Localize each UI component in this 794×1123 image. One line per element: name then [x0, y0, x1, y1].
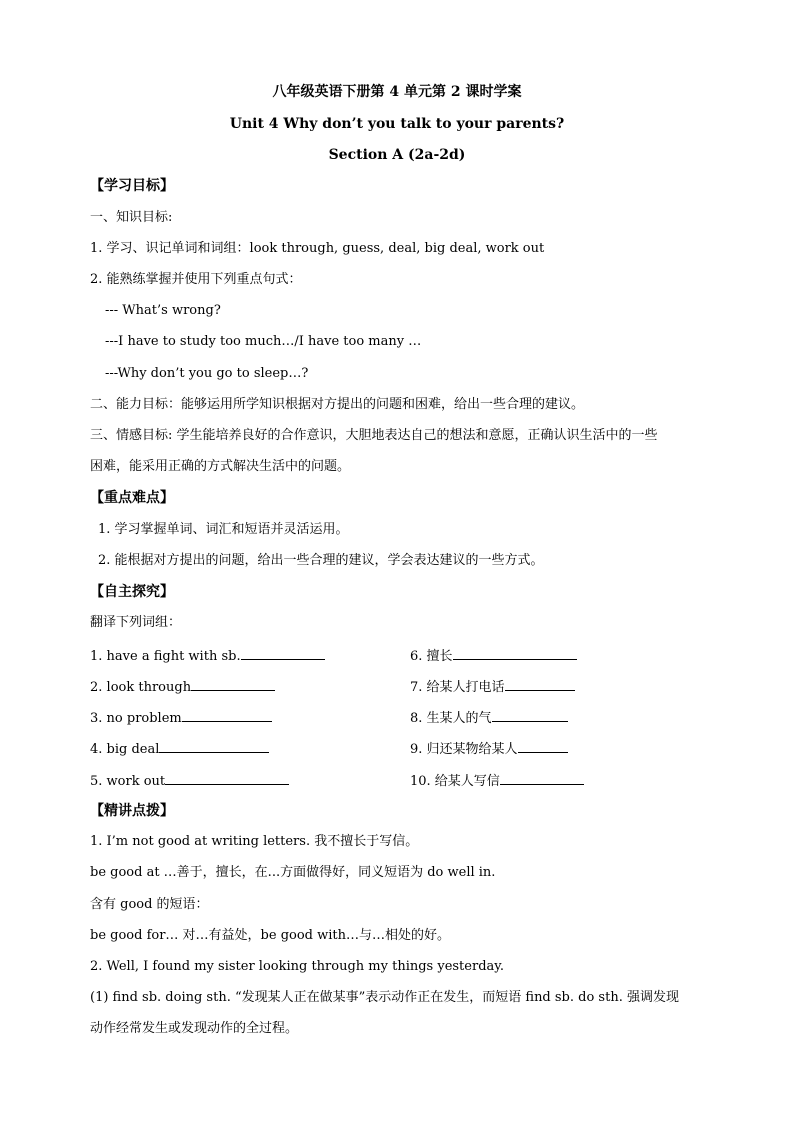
phrase-text: 1. have a fight with sb. — [90, 649, 241, 664]
explanation-paragraph: 含有 good 的短语： — [90, 897, 209, 912]
objectives-heading: 【学习目标】 — [90, 178, 174, 194]
page-title: 八年级英语下册第 4 单元第 2 课时学案 — [272, 84, 522, 100]
phrase-item — [410, 740, 568, 758]
sentence-pattern-3: ---Why don’t you go to sleep…? — [105, 366, 309, 381]
key-point-2: 2. 能根据对方提出的问题，给出一些合理的建议，学会表达建议的一些方式。 — [98, 553, 544, 568]
phrase-item — [90, 678, 275, 696]
explanation-paragraph: (1) find sb. doing sth. “发现某人正在做某事”表示动作正在发生，而短语 find sb. do sth. 强调发现 — [90, 990, 679, 1005]
ability-objective: 二、能力目标：能够运用所学知识根据对方提出的问题和困难，给出一些合理的建议。 — [90, 397, 585, 412]
answer-blank[interactable] — [241, 647, 325, 660]
phrase-text: 3. no problem — [90, 711, 182, 726]
explanation-heading: 【精讲点拨】 — [90, 803, 174, 819]
phrase-item — [410, 647, 577, 665]
explanation-paragraph: 1. I’m not good at writing letters. 我不擅长于写信。 — [90, 834, 419, 849]
answer-blank[interactable] — [165, 772, 289, 785]
knowledge-item-2: 2. 能熟练掌握并使用下列重点句式： — [90, 272, 302, 287]
phrase-text: 5. work out — [90, 774, 166, 789]
key-points-heading: 【重点难点】 — [90, 490, 174, 506]
explanation-paragraph: 动作经常发生或发现动作的全过程。 — [90, 1021, 299, 1036]
section-title: Section A (2a-2d) — [328, 147, 466, 163]
explanation-paragraph: 2. Well, I found my sister looking through my things yesterday. — [90, 959, 505, 974]
answer-blank[interactable] — [500, 772, 584, 785]
answer-blank[interactable] — [159, 740, 269, 753]
phrase-text: 6. 擅长 — [410, 649, 453, 664]
answer-blank[interactable] — [505, 678, 575, 691]
knowledge-heading: 一、知识目标: — [90, 210, 173, 225]
explanation-paragraph: be good at …善于，擅长，在...方面做得好，同义短语为 do well in. — [90, 865, 496, 880]
translate-instruction: 翻译下列词组： — [90, 615, 182, 630]
answer-blank[interactable] — [191, 678, 275, 691]
phrase-item — [410, 678, 575, 696]
phrase-item — [410, 772, 584, 790]
key-point-1: 1. 学习掌握单词、词汇和短语并灵活运用。 — [98, 522, 349, 537]
knowledge-item-1: 1. 学习、识记单词和词组：look through, guess, deal, big deal, work out — [90, 241, 545, 256]
answer-blank[interactable] — [492, 709, 568, 722]
unit-title: Unit 4 Why don’t you talk to your parents? — [229, 116, 565, 132]
emotion-objective-line-1: 三、情感目标: 学生能培养良好的合作意识，大胆地表达自己的想法和意愿，正确认识生活中的一些 — [90, 428, 658, 443]
phrase-item — [90, 647, 325, 665]
emotion-objective-line-2: 困难，能采用正确的方式解决生活中的问题。 — [90, 459, 351, 474]
phrase-text: 2. look through — [90, 680, 192, 695]
answer-blank[interactable] — [453, 647, 577, 660]
phrase-item — [90, 740, 269, 758]
phrase-text: 9. 归还某物给某人 — [410, 742, 518, 757]
phrase-item — [90, 772, 289, 790]
phrase-text: 7. 给某人打电话 — [410, 680, 505, 695]
phrase-item — [410, 709, 568, 727]
phrase-text: 10. 给某人写信 — [410, 774, 500, 789]
answer-blank[interactable] — [518, 740, 568, 753]
answer-blank[interactable] — [182, 709, 272, 722]
phrase-text: 8. 生某人的气 — [410, 711, 492, 726]
sentence-pattern-2: ---I have to study too much…/I have too many … — [105, 334, 422, 349]
sentence-pattern-1: --- What’s wrong? — [105, 303, 221, 318]
self-study-heading: 【自主探究】 — [90, 584, 174, 600]
phrase-text: 4. big deal — [90, 742, 160, 757]
explanation-paragraph: be good for… 对…有益处，be good with…与…相处的好。 — [90, 928, 451, 943]
phrase-item — [90, 709, 272, 727]
